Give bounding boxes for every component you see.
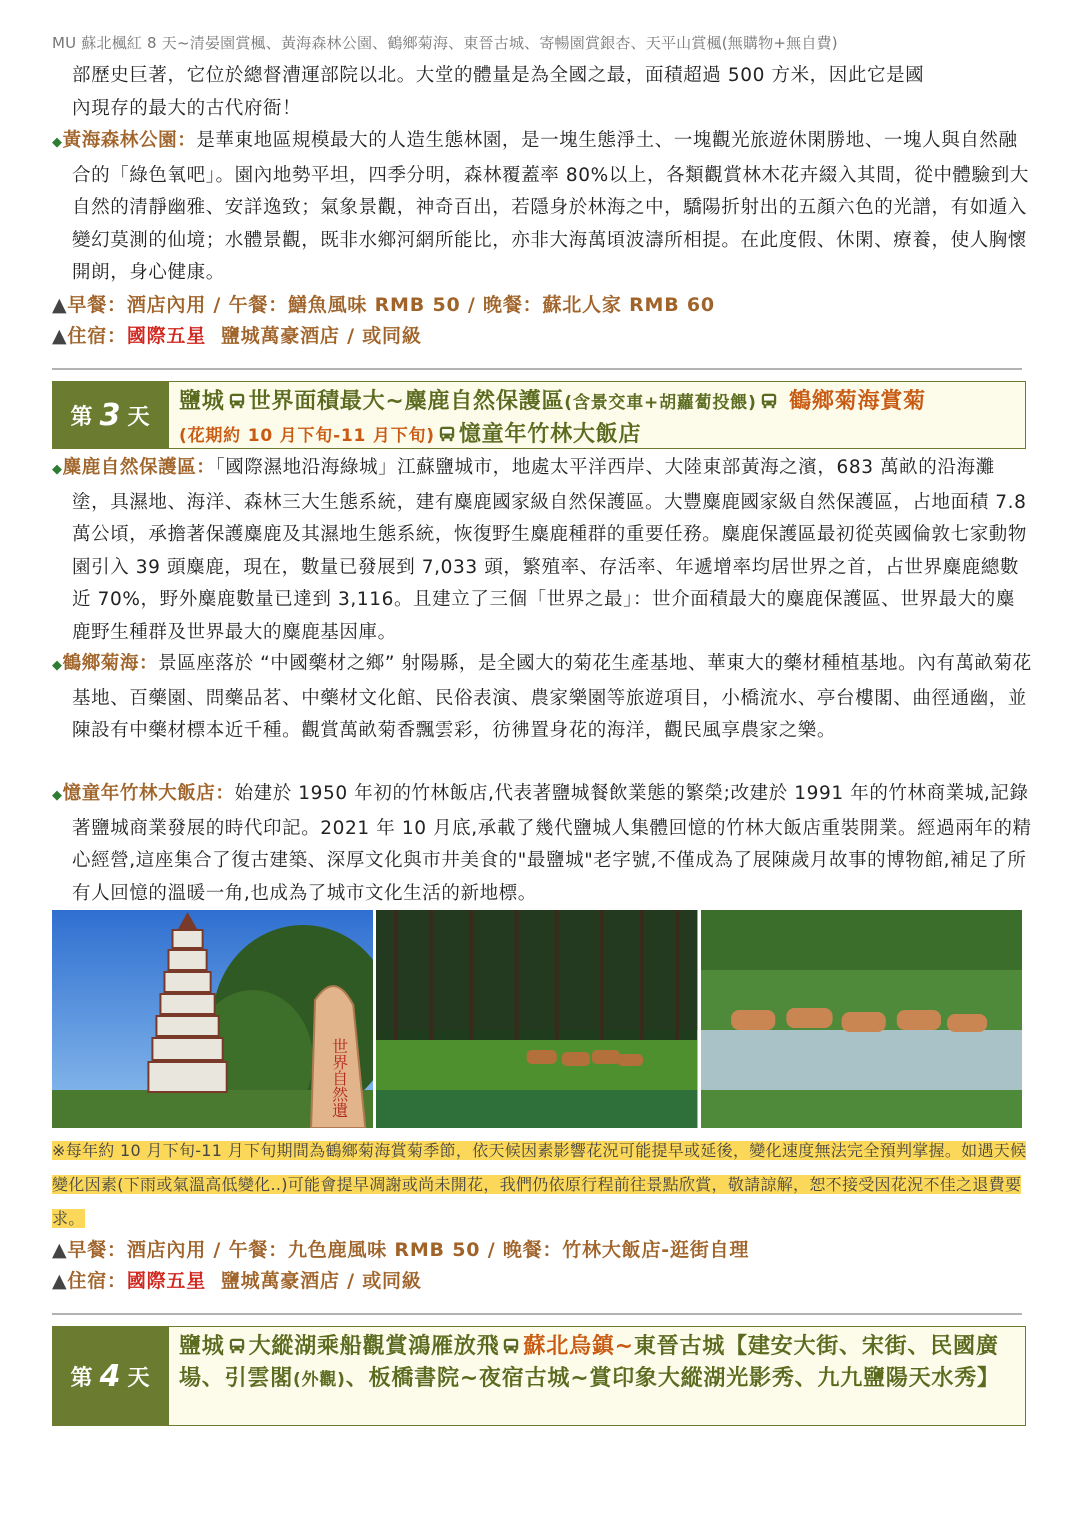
intro-line: 內現存的最大的古代府衙！ <box>72 97 302 119</box>
day-label-suffix: 天 <box>127 404 152 430</box>
deer-term: 麋鹿自然保護區： <box>62 457 216 478</box>
day-label-prefix: 第 <box>70 1365 95 1391</box>
hotel-name: 鹽城萬豪酒店 / 或同級 <box>220 325 422 347</box>
day4-label <box>53 1327 169 1425</box>
section-divider <box>52 368 1022 370</box>
crane-term: 鶴鄉菊海： <box>62 653 159 674</box>
pagoda-photo <box>52 910 373 1128</box>
bus-icon <box>228 1337 246 1355</box>
day3-hotel <box>52 1266 422 1293</box>
title-segment: 鶴鄉菊海賞菊 <box>789 389 926 414</box>
title-segment: 鹽城 <box>179 389 225 414</box>
deer-text: 「國際濕地沿海綠城」江蘇鹽城市，地處太平洋西岸、大陸東部黃海之濱，683 萬畝的沿海灘塗，具濕地、海洋、森林三大生態系統，建有麋鹿國家級自然保護區。大豐麋鹿國家級自然保護區，占地面積 7.8 萬公頃，承擔著保護麋鹿及其濕地生態系統，恢復野生麋鹿種群的重要任務。麋鹿保護區最初從英國倫敦七家動物園引入 39 頭麋鹿，現在，數量已發展到 7,033 頭，繁殖率、存活率、年遞增率均居世界之首，占世界麋鹿總數近 70%，野外麋鹿數量已達到 3,116。且建立了三個「世界之最」：世介面積最大的麋鹿保護區、世界最大的麋鹿野生種群及世界最大的麋鹿基因庫。 <box>72 457 1028 643</box>
bus-icon <box>760 392 778 410</box>
title-segment: 大縱湖乘船觀賞鴻雁放飛 <box>248 1334 500 1359</box>
day4-title <box>169 1327 1025 1425</box>
day3-meals <box>52 1235 749 1262</box>
bamboo-text: 始建於 1950 年初的竹林飯店,代表著鹽城餐飲業態的繁榮;改建於 1991 年的竹林商業城,記錄著鹽城商業發展的時代印記。2021 年 10 月底,承載了幾代鹽城人集體回憶的竹林大飯店重裝開業。經過兩年的精心經營,這座集合了復古建築、深厚文化與市井美食的"最鹽城"老字號,不僅成為了展陳歲月故事的博物館,補足了所有人回憶的溫暖一角,也成為了城市文化生活的新地標。 <box>72 783 1032 904</box>
forest-paragraph <box>52 125 1032 290</box>
title-segment: 憶童年竹林大飯店 <box>458 422 642 447</box>
triangle-marker-icon: ▲ <box>52 1270 68 1292</box>
diamond-bullet-icon: ◆ <box>52 658 63 673</box>
day2-meals <box>52 290 715 317</box>
diamond-bullet-icon: ◆ <box>52 462 63 477</box>
day-number: 4 <box>99 1358 123 1394</box>
hotel-label: 住宿： <box>67 325 127 347</box>
day-number: 3 <box>99 397 123 433</box>
title-segment: 鹽城 <box>179 1334 225 1359</box>
crane-text: 景區座落於 “中國藥材之鄉” 射陽縣，是全國大的菊花生產基地、華東大的藥材種植基地。內有萬畝菊花基地、百藥園、問藥品茗、中藥材文化館、民俗表演、農家樂園等旅遊項目，小橋流水、亭台樓閣、曲徑通幽，並陳設有中藥材標本近千種。觀賞萬畝菊香飄雲彩，彷彿置身花的海洋，觀民風享農家之樂。 <box>72 653 1032 741</box>
bus-icon <box>228 392 246 410</box>
bamboo-term: 憶童年竹林大飯店： <box>62 783 235 804</box>
hotel-star-rating: 國際五星 <box>126 325 207 347</box>
title-segment: 世界面積最大~麋鹿自然保護區 <box>248 389 565 414</box>
deer-paragraph <box>52 452 1032 649</box>
bamboo-paragraph <box>52 778 1032 910</box>
photo-strip <box>52 910 1022 1128</box>
title-segment: 蘇北烏鎮~ <box>523 1334 634 1359</box>
day-label-prefix: 第 <box>70 404 95 430</box>
hotel-name: 鹽城萬豪酒店 / 或同級 <box>220 1270 422 1292</box>
hotel-label: 住宿： <box>67 1270 127 1292</box>
day3-label <box>53 382 169 448</box>
title-segment: 東晉古城【建安大街、宋街、民國廣場、引雲閣 <box>179 1334 999 1391</box>
intro-line: 部歷史巨著，它位於總督漕運部院以北。大堂的體量是為全國之最，面積超過 500 方米，因此它是國 <box>72 65 925 86</box>
bus-icon <box>502 1337 520 1355</box>
crane-paragraph <box>52 648 1032 748</box>
triangle-marker-icon: ▲ <box>52 325 68 347</box>
meals-text: 早餐：酒店內用 / 午餐：鱔魚風味 RMB 50 / 晚餐：蘇北人家 RMB 60 <box>67 294 715 316</box>
bus-icon <box>438 425 456 443</box>
day3-title <box>169 382 1025 448</box>
forest-text: 是華東地區規模最大的人造生態林園，是一塊生態淨土、一塊觀光旅遊休閑勝地、一塊人與自然融合的「綠色氧吧」。園內地勢平坦，四季分明，森林覆蓋率 80%以上，各類觀賞林木花卉綴入其間，從中體驗到大自然的清靜幽雅、安詳逸致；氣象景觀，神奇百出，若隱身於林海之中，驕陽折射出的五顏六色的光譜，有如遁入變幻莫測的仙境；水體景觀，既非水鄉河網所能比，亦非大海萬頃波濤所相提。在此度假、休閑、療養，使人胸懷開朗，身心健康。 <box>72 130 1029 283</box>
meals-text: 早餐：酒店內用 / 午餐：九色鹿風味 RMB 50 / 晚餐：竹林大飯店-逛街自理 <box>67 1239 750 1261</box>
title-segment: (外觀) <box>293 1370 346 1390</box>
day2-hotel <box>52 321 422 348</box>
intro-paragraph <box>52 60 1032 125</box>
day4-header <box>52 1326 1026 1426</box>
triangle-marker-icon: ▲ <box>52 294 68 316</box>
diamond-bullet-icon: ◆ <box>52 135 63 150</box>
flower-season-notice <box>52 1134 1028 1236</box>
day-label-suffix: 天 <box>127 1365 152 1391</box>
page-header: MU 蘇北楓紅 8 天~清晏園賞楓、黃海森林公園、鶴鄉菊海、東晉古城、寄暢園賞銀杏、天平山賞楓(無購物+無自費) <box>52 34 838 52</box>
running-deer-photo <box>701 910 1022 1128</box>
forest-deer-photo <box>376 910 697 1128</box>
day3-header <box>52 381 1026 449</box>
title-segment: (花期約 10 月下旬-11 月下旬) <box>179 426 435 446</box>
title-segment: 、板橋書院~夜宿古城~賞印象大縱湖光影秀、九九鹽陽天水秀】 <box>345 1366 1000 1391</box>
stone-inscription: 世界自然遺 <box>329 1038 349 1118</box>
triangle-marker-icon: ▲ <box>52 1239 68 1261</box>
hotel-star-rating: 國際五星 <box>126 1270 207 1292</box>
notice-text: ※每年約 10 月下旬-11 月下旬期間為鶴鄉菊海賞菊季節，依天候因素影響花況可能提早或延後，變化速度無法完全預判掌握。如遇天候變化因素(下雨或氣溫高低變化..)可能會提早凋謝或尚未開花，我們仍依原行程前往景點欣賞，敬請諒解，恕不接受因花況不佳之退費要求。 <box>52 1141 1027 1228</box>
section-divider <box>52 1313 1022 1315</box>
title-segment: (含景交車+胡蘿蔔投餵) <box>564 393 757 413</box>
forest-term: 黃海森林公園： <box>62 130 197 151</box>
diamond-bullet-icon: ◆ <box>52 788 63 803</box>
